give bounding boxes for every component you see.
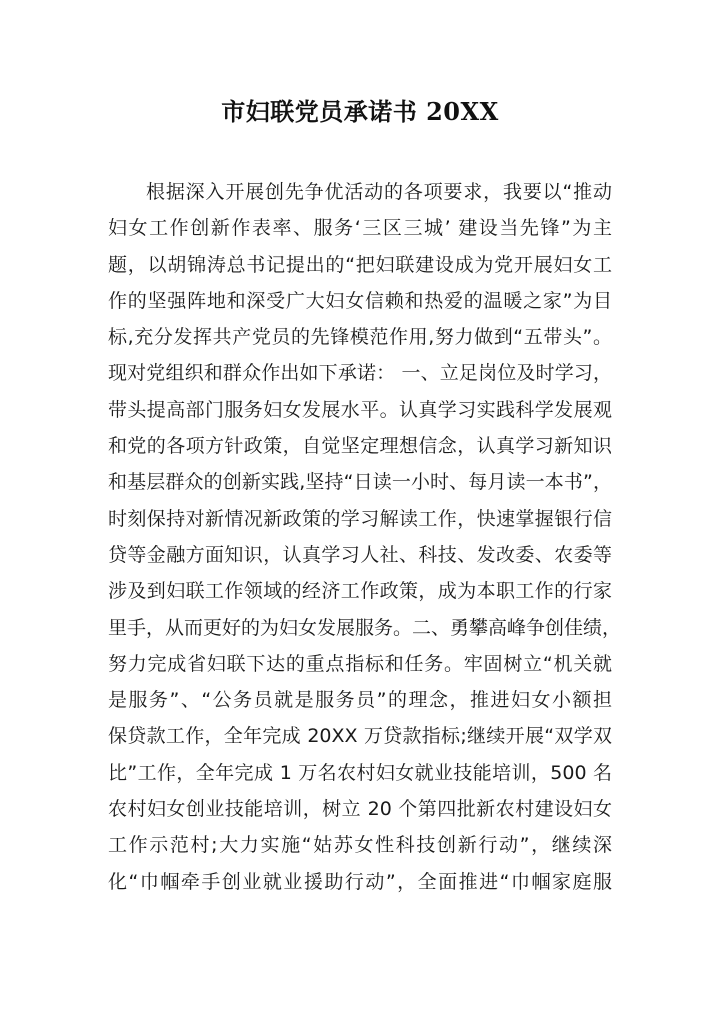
body-line: 化“巾帼牵手创业就业援助行动”，全面推进“巾帼家庭服 bbox=[108, 870, 612, 893]
body-line: 作的坚强阵地和深受广大妇女信赖和热爱的温暖之家”为目 bbox=[108, 289, 612, 312]
body-line: 努力完成省妇联下达的重点指标和任务。牢固树立“机关就 bbox=[108, 652, 612, 675]
body-line: 比”工作，全年完成 1 万名农村妇女就业技能培训，500 名 bbox=[108, 761, 612, 784]
body-line: 带头提高部门服务妇女发展水平。认真学习实践科学发展观 bbox=[108, 398, 612, 421]
body-line: 和党的各项方针政策，自觉坚定理想信念，认真学习新知识 bbox=[108, 435, 612, 458]
body-line: 贷等金融方面知识，认真学习人社、科技、发改委、农委等 bbox=[108, 543, 612, 566]
body-line: 时刻保持对新情况新政策的学习解读工作，快速掌握银行信 bbox=[108, 507, 612, 530]
body-line: 妇女工作创新作表率、服务‘三区三城’ 建设当先锋”为主 bbox=[108, 217, 612, 240]
body-line: 题，以胡锦涛总书记提出的“把妇联建设成为党开展妇女工 bbox=[108, 253, 612, 276]
body-line: 标,充分发挥共产党员的先锋模范作用,努力做到“五带头”。 bbox=[108, 326, 612, 349]
document-title: 市妇联党员承诺书 20XX bbox=[221, 97, 499, 126]
body-line: 根据深入开展创先争优活动的各项要求，我要以“推动 bbox=[146, 181, 612, 203]
body-line: 和基层群众的创新实践,坚持“日读一小时、每月读一本书”， bbox=[108, 471, 612, 494]
body-line: 里手，从而更好的为妇女发展服务。二、勇攀高峰争创佳绩， bbox=[108, 616, 622, 639]
body-line: 保贷款工作，全年完成 20XX 万贷款指标;继续开展“双学双 bbox=[108, 725, 612, 748]
body-line: 是服务”、“公务员就是服务员”的理念，推进妇女小额担 bbox=[108, 689, 612, 712]
body-line: 涉及到妇联工作领域的经济工作政策，成为本职工作的行家 bbox=[108, 580, 612, 603]
body-line: 工作示范村;大力实施“姑苏女性科技创新行动”，继续深 bbox=[108, 834, 612, 857]
body-line: 农村妇女创业技能培训，树立 20 个第四批新农村建设妇女 bbox=[108, 798, 612, 821]
document-body bbox=[108, 174, 622, 900]
body-line: 现对党组织和群众作出如下承诺： 一、立足岗位及时学习， bbox=[108, 362, 612, 385]
